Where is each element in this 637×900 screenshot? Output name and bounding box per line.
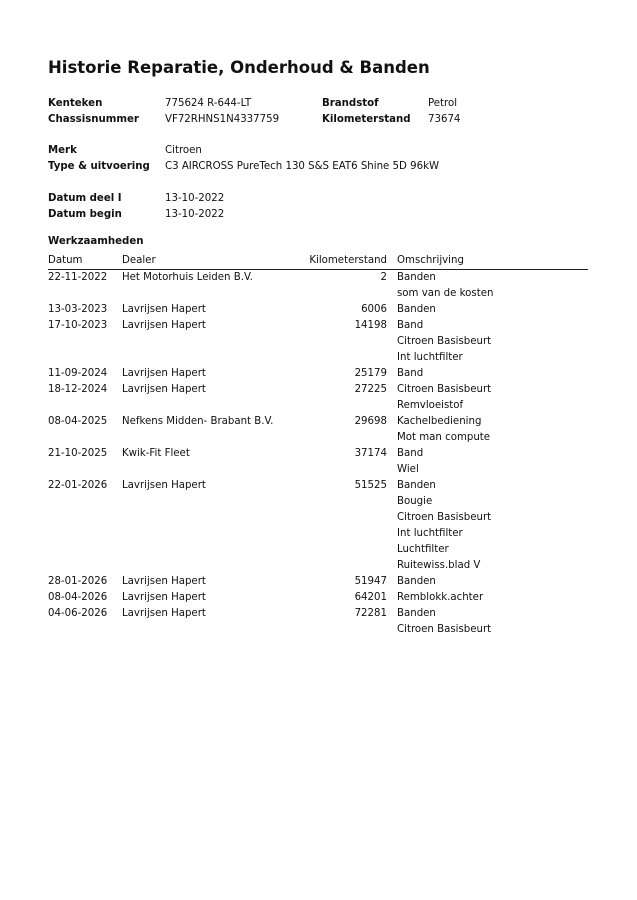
table-row [48,510,588,526]
table-row [48,462,588,478]
row-dealer: Lavrijsen Hapert [122,576,206,587]
row-dealer: Lavrijsen Hapert [122,592,206,603]
row-description: Remblokk.achter [397,592,484,603]
row-date: 04-06-2026 [48,608,108,619]
row-description: Banden [397,608,436,619]
row-description: Int luchtfilter [397,352,463,363]
row-dealer: Lavrijsen Hapert [122,480,206,491]
chassis-label: Chassisnummer [48,114,139,125]
row-description: Citroen Basisbeurt [397,336,492,347]
merk-label: Merk [48,145,77,156]
info-row-datum-begin [48,207,608,223]
row-date: 08-04-2026 [48,592,108,603]
row-km: 29698 [354,416,387,427]
type-value: C3 AIRCROSS PureTech 130 S&S EAT6 Shine 5D 96kW [165,161,440,172]
row-km: 51525 [354,480,387,491]
row-description: Banden [397,576,436,587]
datum-deel-label: Datum deel I [48,193,122,204]
row-description: Band [397,368,424,379]
row-date: 08-04-2025 [48,416,108,427]
row-km: 25179 [354,368,387,379]
table-header [48,253,588,270]
table-row [48,286,588,302]
section-title-werkzaamheden: Werkzaamheden [48,236,144,247]
row-dealer: Lavrijsen Hapert [122,320,206,331]
row-km: 14198 [354,320,387,331]
table-body [48,270,588,638]
table-row [48,622,588,638]
row-dealer: Nefkens Midden- Brabant B.V. [122,416,274,427]
row-dealer: Lavrijsen Hapert [122,304,206,315]
table-row [48,398,588,414]
header-dealer: Dealer [122,255,156,266]
header-kilometerstand: Kilometerstand [309,255,387,266]
info-row-type [48,159,608,175]
table-row [48,606,588,622]
row-km: 51947 [354,576,387,587]
table-row [48,494,588,510]
row-description: som van de kosten [397,288,494,299]
row-date: 11-09-2024 [48,368,108,379]
info-row-chassis [48,112,608,128]
row-km: 2 [380,272,387,283]
row-description: Wiel [397,464,419,475]
table-row [48,526,588,542]
km-value: 73674 [428,114,461,125]
brandstof-value: Petrol [428,98,458,109]
row-dealer: Het Motorhuis Leiden B.V. [122,272,253,283]
row-description: Banden [397,272,436,283]
row-description: Luchtfilter [397,544,449,555]
page-title: Historie Reparatie, Onderhoud & Banden [48,58,430,77]
row-km: 37174 [354,448,387,459]
row-description: Band [397,320,424,331]
row-dealer: Lavrijsen Hapert [122,368,206,379]
table-row [48,414,588,430]
row-km: 6006 [361,304,387,315]
row-date: 17-10-2023 [48,320,108,331]
row-description: Ruitewiss.blad V [397,560,481,571]
table-row [48,430,588,446]
row-date: 28-01-2026 [48,576,108,587]
info-row-merk [48,143,608,159]
table-row [48,334,588,350]
row-description: Kachelbediening [397,416,482,427]
row-description: Band [397,448,424,459]
info-row-datum-deel [48,191,608,207]
table-row [48,590,588,606]
merk-value: Citroen [165,145,202,156]
row-km: 27225 [354,384,387,395]
km-label: Kilometerstand [322,114,411,125]
info-row-kenteken [48,96,608,112]
chassis-value: VF72RHNS1N4337759 [165,114,280,125]
table-row [48,446,588,462]
row-description: Citroen Basisbeurt [397,384,492,395]
table-row [48,558,588,574]
table-row [48,574,588,590]
row-date: 21-10-2025 [48,448,108,459]
row-description: Int luchtfilter [397,528,463,539]
row-dealer: Lavrijsen Hapert [122,608,206,619]
brandstof-label: Brandstof [322,98,379,109]
row-description: Banden [397,480,436,491]
row-date: 22-11-2022 [48,272,108,283]
kenteken-value: 775624 R-644-LT [165,98,252,109]
table-row [48,478,588,494]
table-row [48,318,588,334]
datum-begin-value: 13-10-2022 [165,209,225,220]
row-km: 64201 [354,592,387,603]
row-description: Banden [397,304,436,315]
table-row [48,270,588,286]
row-description: Mot man compute [397,432,491,443]
datum-deel-value: 13-10-2022 [165,193,225,204]
row-date: 18-12-2024 [48,384,108,395]
row-description: Remvloeistof [397,400,464,411]
row-description: Bougie [397,496,433,507]
table-row [48,366,588,382]
header-datum: Datum [48,255,83,266]
header-omschrijving: Omschrijving [397,255,464,266]
row-dealer: Kwik-Fit Fleet [122,448,190,459]
row-date: 22-01-2026 [48,480,108,491]
row-km: 72281 [354,608,387,619]
datum-begin-label: Datum begin [48,209,122,220]
table-row [48,350,588,366]
type-label: Type & uitvoering [48,161,150,172]
row-description: Citroen Basisbeurt [397,624,492,635]
table-row [48,382,588,398]
row-date: 13-03-2023 [48,304,108,315]
row-dealer: Lavrijsen Hapert [122,384,206,395]
kenteken-label: Kenteken [48,98,103,109]
row-description: Citroen Basisbeurt [397,512,492,523]
table-row [48,302,588,318]
table-row [48,542,588,558]
